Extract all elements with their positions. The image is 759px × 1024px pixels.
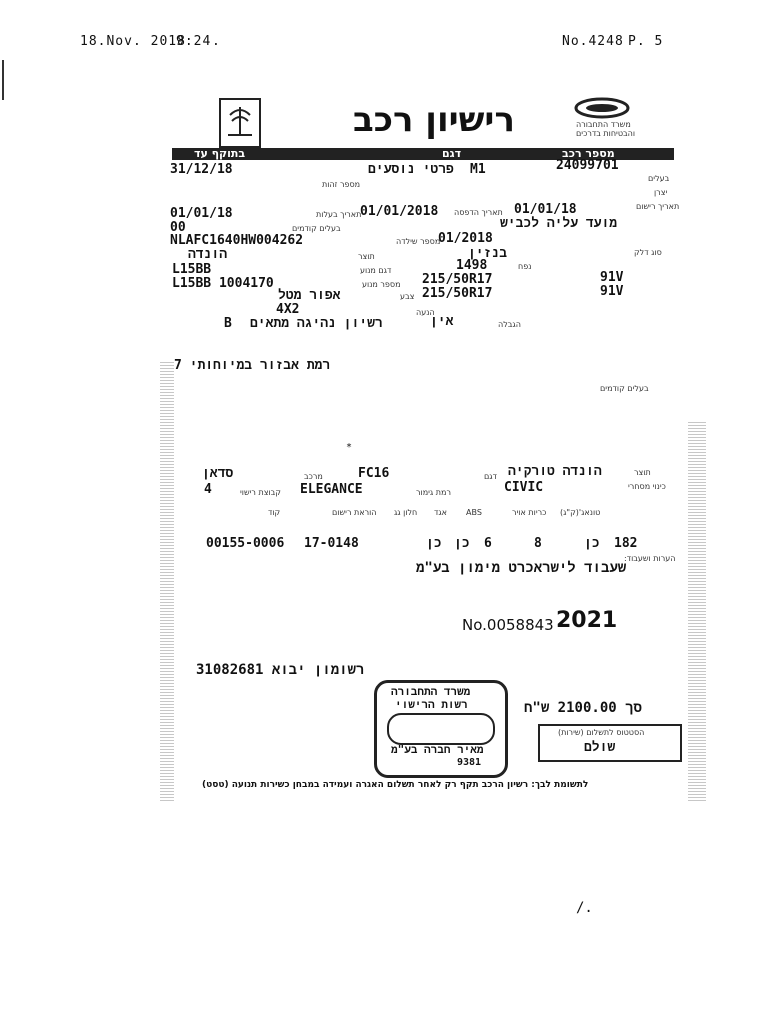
vehicle-column-label: הוראת רישום [332,508,377,517]
issue-date-label: תאריך הדפסה [454,208,503,217]
stamp-line-3: מאיר חברה בע"מ [391,743,484,756]
vehicle-column-value: כן [584,536,600,551]
lien-value: שעבוד לישראכרט מימון בע"מ [416,560,627,576]
prev-owners-value: 00 [170,220,186,235]
stamp-number: 9381 [457,757,482,768]
fax-page: P. 5 [628,34,664,49]
payment-status-label: הסטטוס לתשלום (שירות) [558,728,645,737]
vehicle-column-value: 17-0148 [304,536,359,551]
scan-noise-right [688,422,706,802]
engine-code-label: דגם מנוע [360,266,392,275]
ownership-date-label: תאריך בעלות [316,210,362,219]
stamp-line-1: משרד התחבורה [391,685,471,698]
payment-status-box [538,724,682,762]
vehicle-column-value: 8 [534,536,542,551]
issue-date-value: 01/01/2018 [360,204,439,219]
owner-address: רמת אבזור במיוחותי 7 [174,358,331,373]
license-class-value: B [224,316,232,331]
vehicle-column-value: כן [454,536,470,551]
fuel-label: סוג דלק [634,248,662,257]
owner-label: יצרן [654,188,668,197]
trade-label: כינוי מסחרי [628,482,666,491]
vehicle-column-value: כן [426,536,442,551]
engine-code-value: L15BB [172,262,212,277]
vehicle-column-value: 6 [484,536,492,551]
id-label: מספר זהות [322,180,361,189]
ownership-date-value: 01/01/18 [170,206,233,221]
test-date-value: 01/2018 [438,231,493,246]
license-value: רשיון נהיגה מתאים [250,316,383,331]
restriction-label: הגבלה [498,320,521,329]
trim-label: רמת גימור [416,488,451,497]
importer-record: רשומון יבוא 31082681 [196,662,365,678]
drive-value: 4X2 [276,302,300,317]
test-label: מועד עליה לכביש [500,216,618,231]
plate-value: 24099701 [556,158,619,173]
load-rear-value: 91V [600,284,624,299]
model-value: FC16 [358,466,390,481]
prev-owners-label: בעלים קודמים [292,224,341,233]
ministry-logo-text-2: והבטיחות בדרכים [576,129,636,138]
vehicle-column-label: קוד [268,508,281,517]
owners-header: בעלים קודמים [600,384,649,393]
document-title: רישיון רכב [353,100,515,140]
fax-number: No.4248 [562,34,624,49]
trim-value: ELEGANCE [300,482,363,497]
brand-value: הונדה טורקיה [508,464,602,479]
chassis-value: NLAFC1640HW004262 [170,233,304,248]
year: 2021 [556,608,618,633]
ministry-logo-icon [572,96,632,120]
color-label: צבע [400,292,415,301]
payment-status-value: שולם [584,740,616,755]
ministry-stamp [374,680,508,778]
engine-volume-label: נפח [518,262,532,271]
fee-amount: סך 2100.00 ש"ח [524,700,642,716]
vehicle-column-labels [268,508,688,532]
vehicle-column-value: 182 [614,536,638,551]
stamp-date-oval [387,713,495,745]
maker-value: הונדה [188,247,228,262]
bar-model-label: דגם [442,147,462,160]
bar-plate-label: מספר רכב [562,147,615,160]
tire-rear-value: 215/50R17 [422,286,493,301]
scan-speck: * [346,442,353,453]
fax-time: 9:24 [176,34,212,49]
chassis-label: מספר שילדה [396,237,441,246]
vehicle-license-document [168,92,706,810]
seats-label: קבוצת רישוי [240,488,281,497]
bar-valid-label: בתוקף עד [194,147,246,160]
engine-no-value: L15BB 1004170 [172,276,274,291]
owners-label: בעלים [648,174,670,183]
scan-noise-left [160,362,174,802]
model-desc-value: פרטי נוסעים [368,162,454,177]
engine-volume-value: 1498 [456,258,488,273]
reg-date-value: 01/01/18 [514,202,577,217]
vehicle-column-label: ABS [466,508,482,517]
model-label: דגם [484,472,497,481]
vehicle-column-values [204,536,644,554]
drive-label: הנעה [416,308,435,317]
document-number: No.0058843 [462,616,554,634]
fax-dot: . [212,34,221,49]
vehicle-column-label: אגד [434,508,448,517]
lien-label: הערות ושעבוד: [624,554,676,563]
stamp-line-2: רשות הרישוי [395,698,468,711]
color-value: אפור מטל [278,288,341,303]
maker-label: תוצר [358,252,375,261]
vehicle-column-label: טונאג'(ק"ג) [560,508,601,517]
fax-date: 18.Nov. 2018 [80,34,186,49]
load-front-value: 91V [600,270,624,285]
body-label: מרכב [304,472,323,481]
model-type-value: M1 [470,162,486,177]
fax-edge-mark [2,60,4,100]
state-emblem-icon [218,97,262,149]
seats-value: 4 [204,482,212,497]
ministry-logo-text-1: משרד התחבורה [576,120,631,129]
tire-front-value: 215/50R17 [422,272,493,287]
vehicle-column-value: 00155-0006 [206,536,285,551]
valid-until-value: 31/12/18 [170,162,233,177]
vehicle-column-label: חלון גג [394,508,418,517]
fuel-value: בנזין [468,246,508,261]
trade-value: CIVIC [504,480,544,495]
engine-no-label: מספר מנוע [362,280,401,289]
footer-note: לתשומת לבך: רשיון הרכב תקף רק לאחר תשלום האגרה ועמידה במבחן כשירות תנועה (טסט) [202,780,589,790]
reg-date-label: תאריך רישום [636,202,680,211]
brand-label: תוצר [634,468,651,477]
restriction-value: אין [430,314,454,329]
scan-mark: /. [576,900,593,916]
body-value: סדאן [202,466,234,481]
vehicle-column-label: כריות אויר [512,508,547,517]
